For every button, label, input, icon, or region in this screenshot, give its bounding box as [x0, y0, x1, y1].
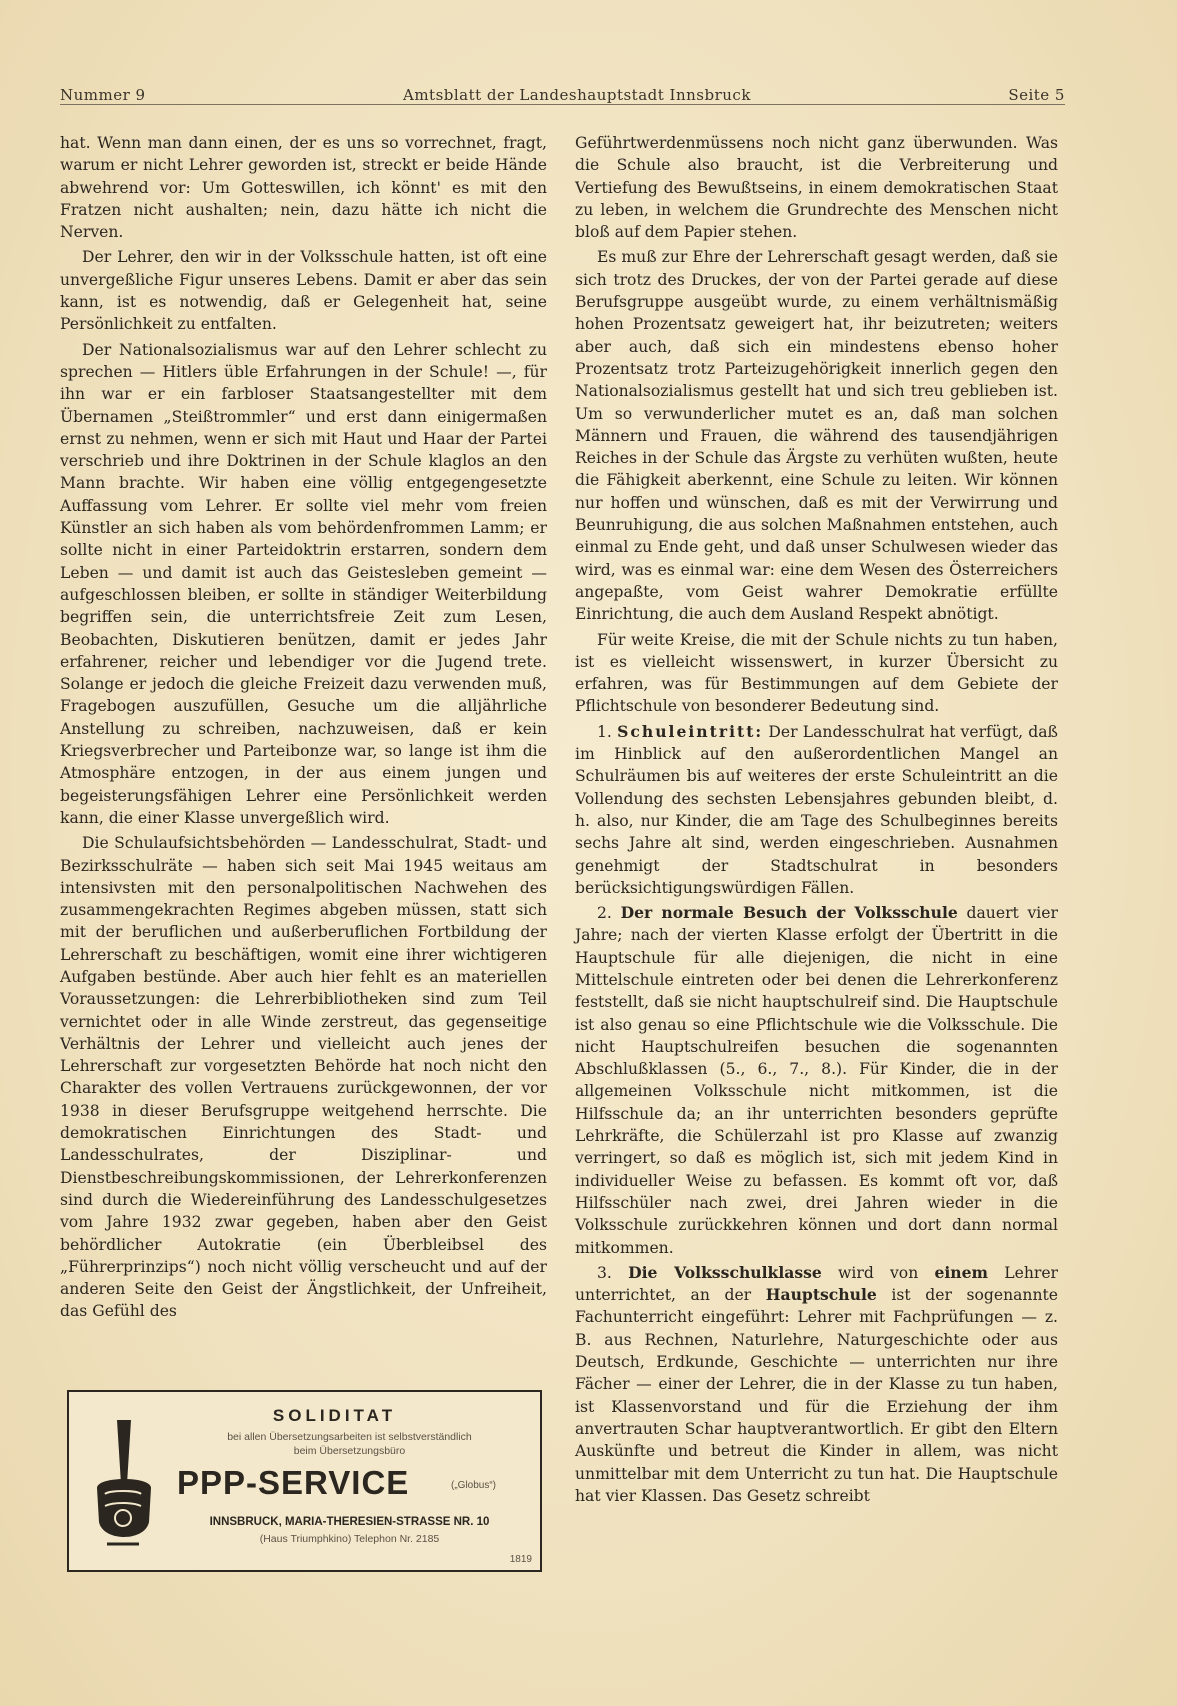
section-klasse: [575, 1262, 1058, 1507]
section-heading: Hauptschule: [765, 1285, 877, 1305]
ad-address: INNSBRUCK, MARIA-THERESIEN-STRASSE NR. 10: [209, 1516, 490, 1528]
section-text: wird von: [838, 1263, 919, 1282]
advertisement-box: [67, 1390, 542, 1572]
issue-number: Nummer 9: [60, 86, 146, 104]
paragraph: Es muß zur Ehre der Lehrerschaft gesagt werden, daß sie sich trotz des Druckes, der von der Partei gerade auf diese Berufsgruppe ausgeübt wurde, zu einem verhältnismäßig hohen Prozentsatz geweigert hat, ihr beizutreten; weiters aber auch, daß sich ein mindestens ebenso hoher Prozentsatz trotz Parteizugehörigkeit innerlich gegen den Nationalsozialismus gestellt hat und sich treu geblieben ist. Um so verwunderlicher mutet es an, daß man solchen Männern und Frauen, die während des tausendjährigen Reiches in der Schule das Ärgste zu verhüten wußten, heute die Fähigkeit aberkennt, eine Schule zu leiten. Wir können nur hoffen und wünschen, daß es mit der Verwirrung und Beunruhigung, die aus solchen Maßnahmen entstehen, auch einmal zu Ende geht, und daß unser Schulwesen wieder das wird, was es einmal war: eine dem Wesen des Österreichers angepaßte, vom Geist wahrer Demokratie erfüllte Einrichtung, die auch dem Ausland Respekt abnötigt.: [575, 248, 1058, 624]
section-text: ist der sogenannte Fachunterricht eingeführt: Lehrer mit Fachprüfungen — z. B. aus Rechnen, Naturlehre, Naturgeschichte oder aus Deutsch, Erdkunde, Geschichte — unterrichten nur ihre Fächer — einer der Lehrer, die in der Klasse zu tun haben, ist Klassenvorstand und für die Erziehung der ihm anvertrauten Schar hauptverantwortlich. Er gibt den Eltern Auskünfte und betreut die Kinder in allem, was nicht unmittelbar mit dem Unterricht zu tun hat. Die Hauptschule hat vier Klassen. Das Gesetz schreibt: [575, 1286, 1059, 1505]
ad-phone: (Haus Triumphkino) Telephon Nr. 2185: [259, 1533, 440, 1545]
ad-brand-name: PPP-SERVICE: [177, 1464, 410, 1501]
section-text: Lehrer unterrichtet, an der: [575, 1263, 1058, 1305]
section-number: 2.: [597, 904, 612, 923]
section-text: dauert vier Jahre; nach der vierten Klasse erfolgt der Übertritt in die Hauptschule für alle diejenigen, die nicht in eine Mittelschule eintreten oder bei denen die Lehrerkonferenz feststellt, daß sie nicht hauptschulreif sind. Die Hauptschule ist also genau so eine Pflichtschule wie die Volksschule. Die nicht Hauptschulreifen besuchen die sogenannten Abschlußklassen (5., 6., 7., 8.). Für Kinder, die in der allgemeinen Volksschule nicht mitkommen, ist die Hilfsschule da; an ihr unterrichten besonders geprüfte Lehrkräfte, die Schülerzahl ist pro Klasse auf zwanzig verringert, so daß es möglich ist, sich mit jedem Kind in individueller Weise zu befassen. Es kommt oft vor, daß Hilfsschüler nach zwei, drei Jahren wieder in die Volksschule zurückkehren können und dort dann normal mitkommen.: [575, 904, 1058, 1257]
paragraph: Der Nationalsozialismus war auf den Lehrer schlecht zu sprechen — Hitlers üble Erfahrungen in der Schule! —, für ihn war er ein farbloser Staatsangestellter mit dem Übernamen „Steißtrommler“ und erst dann einigermaßen ernst zu nehmen, wenn er sich mit Haut und Haar der Partei verschrieb und ihre Doktrinen in der Schule klaglos an den Mann brachte. Wir haben eine völlig entgegengesetzte Auffassung vom Lehrer. Er sollte viel mehr vom freien Künstler an sich haben als vom behördenfrommen Lamm; er sollte nicht in einer Parteidoktrin erstarren, sondern dem Leben — und damit ist auch das Geistesleben gemeint — aufgeschlossen bleiben, er sollte in ständiger Weiterbildung begriffen sein, die unterrichtsfreie Zeit zum Lesen, Beobachten, Diskutieren benützen, damit er jedes Jahr erfahrener, reicher und lebendiger vor die Jugend trete. Solange er jedoch die gleiche Freizeit dazu verwenden muß, Fragebogen auszufüllen, Gesuche um die alljährliche Anstellung zu schreiben, nachzuweisen, daß er kein Kriegsverbrecher und Parteibonze war, so lange ist ihm die Atmosphäre entzogen, in der aus einem jungen und begeisterungsfähigen Lehrer eine Persönlichkeit werden kann, die einer Klasse unvergeßlich wird.: [60, 340, 547, 827]
ad-title: SOLIDITAT: [272, 1406, 397, 1425]
ad-subtitle: [169, 1430, 530, 1458]
section-heading: Der normale Besuch der Volksschule: [620, 903, 958, 923]
hand-pen-logo-icon: [87, 1414, 159, 1554]
page-number: Seite 5: [1008, 86, 1065, 104]
page-header: [60, 74, 1065, 104]
left-column: [60, 132, 547, 1326]
ad-number: 1819: [509, 1554, 532, 1565]
section-schuleintritt: [575, 721, 1058, 899]
paragraph: Geführtwerdenmüssens noch nicht ganz überwunden. Was die Schule also braucht, ist die Verbreiterung und Vertiefung des Bewußtseins, in einem demokratischen Staat zu leben, in welchem die Grundrechte des Menschen nicht bloß auf dem Papier stehen.: [575, 134, 1058, 242]
paragraph: hat. Wenn man dann einen, der es uns so vorrechnet, fragt, warum er nicht Lehrer geworden ist, streckt er beide Hände abwehrend vor: Um Gotteswillen, ich könnt' es mit den Fratzen nicht aushalten; nein, dazu hätte ich nicht die Nerven.: [60, 134, 547, 242]
right-column: [575, 132, 1058, 1510]
section-text: Der Landesschulrat hat verfügt, daß im Hinblick auf den außerordentlichen Mangel an Schulräumen bis auf weiteres der erste Schuleintritt an die Vollendung des sechsten Lebensjahres gebunden bleibt, d. h. also, nur Kinder, die am Tage des Schulbeginnes bereits sechs Jahre alt sind, werden eingeschrieben. Ausnahmen genehmigt der Stadtschulrat in besonders berücksichtigungswürdigen Fällen.: [575, 722, 1058, 897]
paragraph: Der Lehrer, den wir in der Volksschule hatten, ist oft eine unvergeßliche Figur unseres Lebens. Damit er aber das sein kann, ist es notwendig, daß er Gelegenheit hat, seine Persönlichkeit zu entfalten.: [60, 248, 547, 334]
publication-title: Amtsblatt der Landeshauptstadt Innsbruck: [402, 86, 751, 104]
section-heading: Die Volksschulklasse: [628, 1262, 822, 1282]
ad-brand-note: („Globus“): [451, 1480, 497, 1491]
ad-subtitle-line: bei allen Übersetzungsarbeiten ist selbstverständlich: [227, 1431, 472, 1443]
paragraph: Die Schulaufsichtsbehörden — Landesschulrat, Stadt- und Bezirksschulräte — haben sich seit Mai 1945 weitaus am intensivsten mit den personalpolitischen Nachwehen des zusammengekrachten Regimes abgeben müssen, statt sich mit der beruflichen und außerberuflichen Fortbildung der Lehrerschaft zu beschäftigen, womit eine ihrer wichtigeren Aufgaben bestünde. Aber auch hier fehlt es an materiellen Voraussetzungen: die Lehrerbibliotheken sind zum Teil vernichtet oder in alle Winde zerstreut, das gegenseitige Verhältnis der Lehrer und vielleicht auch jenes der Lehrerschaft zur vorgesetzten Behörde hat noch nicht den Charakter des vollen Vertrauens zurückgewonnen, der vor 1938 in dieser Berufsgruppe weitgehend herrschte. Die demokratischen Einrichtungen des Stadt- und Landesschulrates, der Disziplinar- und Dienstbeschreibungskommissionen, der Lehrerkonferenzen sind durch die Wiedereinführung des Landesschulgesetzes vom Jahre 1932 zwar gegeben, haben aber den Geist behördlicher Autokratie (ein Überbleibsel des „Führerprinzips“) noch nicht völlig verscheucht und auf der anderen Seite den Geist der Ängstlichkeit, der Unfreiheit, das Gefühl des: [60, 834, 547, 1321]
section-heading: Schuleintritt:: [617, 721, 764, 741]
section-number: 3.: [597, 1263, 612, 1282]
section-volksschule: [575, 902, 1058, 1259]
paragraph: Für weite Kreise, die mit der Schule nichts zu tun haben, ist es vielleicht wissenswert, in kurzer Übersicht zu erfahren, was für Bestimmungen auf dem Gebiete der Pflichtschule von besonderer Bedeutung sind.: [575, 630, 1058, 716]
header-divider: [60, 104, 1065, 105]
ad-subtitle-line: beim Übersetzungsbüro: [293, 1445, 406, 1457]
section-number: 1.: [597, 722, 612, 741]
emphasis: einem: [934, 1262, 989, 1282]
